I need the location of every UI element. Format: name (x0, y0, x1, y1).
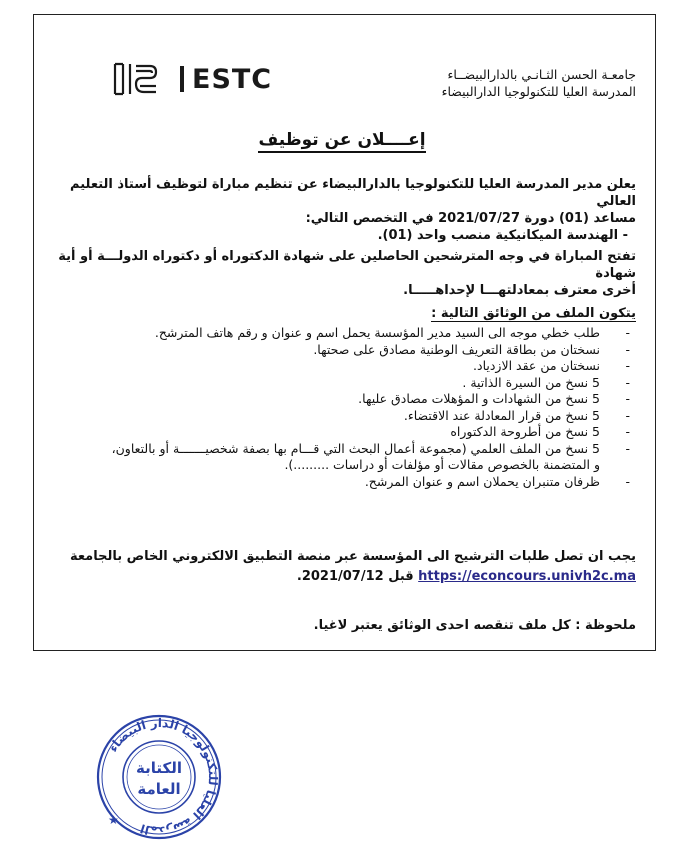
documents-heading-text: يتكون الملف من الوثائق التالية : (431, 306, 636, 321)
document-item-text: 5 نسخ من قرار المعادلة عند الاقتضاء. (403, 407, 600, 423)
document-item-text: طلب خطي موجه الى السيد مدير المؤسسة يحمل اسم و عنوان و رقم هاتف المترشح. (154, 325, 600, 340)
submission-deadline: قبل 2021/07/12. (296, 569, 414, 584)
list-item: - نسختان من بطاقة التعريف الوطنية مصادق على صحتها. (313, 341, 630, 357)
list-item: - 5 نسخ من الشهادات و المؤهلات مصادق عليها. (358, 391, 630, 406)
document-item-text: نسختان من عقد الازدياد. (473, 358, 600, 373)
submission-line-2 (52, 567, 636, 587)
list-item: - 5 نسخ من قرار المعادلة عند الاقتضاء. (403, 407, 630, 423)
university-name: جامعـة الحسن الثـانـي بالدارالبيضــاء (447, 67, 636, 82)
intro-paragraph (52, 176, 636, 244)
logo-divider (180, 66, 184, 92)
list-item: - نسختان من عقد الازدياد. (473, 358, 630, 373)
eligibility-line-2: أخرى معترف بمعادلتهـــا لإحداهـــــا. (403, 283, 636, 298)
document-item-text: نسختان من بطاقة التعريف الوطنية مصادق على صحتها. (313, 341, 600, 357)
institution-block (442, 66, 636, 100)
note-paragraph: ملحوظة : كل ملف تنقصه احدى الوثائق يعتبر لاغيا. (313, 618, 636, 633)
list-item: - طلب خطي موجه الى السيد مدير المؤسسة يحمل اسم و عنوان و رقم هاتف المترشح. (154, 325, 630, 340)
document-item-text: 5 نسخ من أطروحة الدكتوراه (450, 424, 600, 439)
intro-line-1: يعلن مدير المدرسة العليا للتكنولوجيا بالدارالبيضاء عن تنظيم مباراة لتوظيف أستاذ التعليم العالي (70, 177, 636, 209)
eligibility-paragraph (52, 248, 636, 299)
intro-line-2: مساعد (01) دورة 2021/07/27 في التخصص التالي: (305, 211, 636, 226)
document-item-text: 5 نسخ من السيرة الذاتية . (462, 374, 600, 390)
document-item-continuation: و المتضمنة بالخصوص مقالات أو مؤلفات أو دراسات .........). (284, 457, 600, 472)
list-item: - 5 نسخ من أطروحة الدكتوراه (450, 424, 630, 439)
stamp-outer-text: المدرسة العليا للتكنولوجيا الدار البيضاء (105, 715, 221, 839)
documents-list (52, 325, 630, 490)
estc-logo (112, 62, 272, 96)
logo-text: ESTC (192, 63, 273, 95)
document-item-text: 5 نسخ من الشهادات و المؤهلات مصادق عليها. (358, 391, 600, 406)
star-icon: ★ (108, 813, 119, 827)
school-name: المدرسة العليا للتكنولوجيا الدارالبيضاء (441, 84, 636, 99)
submission-line-1: يجب ان تصل طلبات الترشيح الى المؤسسة عبر منصة التطبيق الالكتروني الخاص بالجامعة (69, 549, 636, 564)
eligibility-line-1: تفتح المباراة في وجه المترشحين الحاصلين على شهادة الدكتوراه أو دكتوراه الدولـــة أو أية شهادة (58, 249, 636, 281)
econcours-link[interactable]: https://econcours.univh2c.ma (418, 569, 636, 584)
estc-logo-mark-icon (112, 62, 172, 96)
submission-paragraph (52, 547, 636, 587)
stamp-inner-line-2: العامة (137, 780, 181, 798)
list-item: - ظرفان متنبران يحملان اسم و عنوان المرشح. (364, 473, 630, 489)
document-item-text: 5 نسخ من الملف العلمي (مجموعة أعمال البحث التي قـــام بها بصفة شخصيـــــــة أو بالتعاون، (111, 440, 600, 456)
document-item-text: ظرفان متنبران يحملان اسم و عنوان المرشح. (364, 473, 600, 489)
stamp-inner-line-1: الكتابة (136, 759, 182, 777)
list-item: - 5 نسخ من الملف العلمي (مجموعة أعمال البحث التي قـــام بها بصفة شخصيـــــــة أو بالتعاون، و المتضمنة بالخصوص مقالات أو مؤلفات أو دراسات .........). (52, 441, 616, 474)
intro-line-3: - الهندسة الميكانيكية منصب واحد (01). (377, 228, 628, 243)
list-item: - 5 نسخ من السيرة الذاتية . (462, 374, 630, 390)
page-title (0, 130, 684, 150)
documents-heading (52, 306, 636, 321)
title-text: إعــــلان عن توظيف (258, 130, 425, 153)
official-stamp (94, 712, 224, 842)
